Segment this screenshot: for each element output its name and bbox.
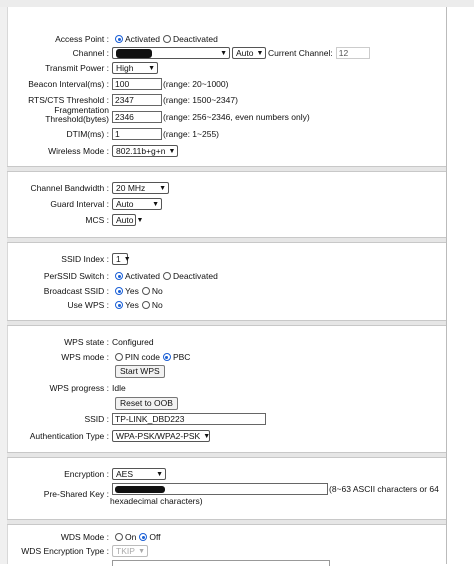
channel-region-select[interactable] (112, 47, 230, 59)
wps-progress-value: Idle (112, 383, 126, 393)
dtim-input[interactable]: 1 (112, 128, 162, 140)
per-ssid-deactivated-label: Deactivated (172, 271, 218, 281)
guard-interval-row (0, 197, 446, 211)
chevron-down-icon: ▼ (256, 49, 264, 57)
per-ssid-switch-label: PerSSID Switch : (43, 271, 109, 281)
transmit-power-row (0, 61, 446, 75)
channel-bandwidth-value: 20 MHz (116, 183, 146, 193)
right-scroll-area (446, 7, 474, 564)
fragmentation-label (45, 106, 109, 124)
mcs-value: Auto (116, 215, 134, 225)
wps-mode-label: WPS mode : (61, 352, 109, 362)
auth-type-value: WPA-PSK/WPA2-PSK (116, 431, 201, 441)
redacted-key (115, 486, 165, 493)
beacon-interval-input[interactable]: 100 (112, 78, 162, 90)
access-point-activated-label: Activated (125, 34, 160, 44)
fragmentation-label-line2: Threshold(bytes) (45, 114, 109, 124)
ssid-name-label: SSID : (84, 414, 109, 424)
transmit-power-label: Transmit Power : (45, 63, 109, 73)
encryption-row (0, 467, 446, 481)
beacon-interval-label: Beacon Interval(ms) : (28, 79, 109, 89)
section-divider (7, 237, 446, 243)
section-divider (7, 320, 446, 326)
rts-cts-input[interactable]: 2347 (112, 94, 162, 106)
chevron-down-icon: ▼ (138, 547, 145, 555)
access-point-activated-radio[interactable] (115, 35, 123, 43)
broadcast-ssid-yes-label: Yes (125, 286, 139, 296)
wps-mode-row (0, 350, 446, 364)
access-point-deactivated-label: Deactivated (172, 34, 218, 44)
use-wps-no-radio[interactable] (142, 301, 150, 309)
auth-type-select[interactable] (112, 430, 210, 442)
use-wps-row (0, 298, 446, 312)
wds-off-label: Off (149, 532, 161, 542)
start-wps-button[interactable]: Start WPS (115, 365, 165, 378)
wps-progress-row (0, 381, 446, 395)
guard-interval-label: Guard Interval : (50, 199, 109, 209)
guard-interval-select[interactable] (112, 198, 162, 210)
ssid-index-select[interactable] (112, 253, 131, 265)
guard-interval-value: Auto (116, 199, 134, 209)
chevron-down-icon: ▼ (152, 200, 159, 208)
channel-select[interactable] (232, 47, 266, 59)
chevron-down-icon: ▼ (168, 147, 176, 155)
channel-bandwidth-row (0, 181, 446, 195)
wps-pbc-label: PBC (172, 352, 191, 362)
ssid-index-row (0, 252, 446, 266)
wds-on-radio[interactable] (115, 533, 123, 541)
psk-note-line1: (8~63 ASCII characters or 64 (329, 484, 439, 494)
broadcast-ssid-row (0, 284, 446, 298)
psk-row (0, 483, 446, 506)
access-point-row (0, 32, 446, 46)
use-wps-yes-radio[interactable] (115, 301, 123, 309)
mcs-row (0, 213, 446, 227)
redacted-region (116, 49, 152, 58)
chevron-down-icon: ▼ (159, 184, 166, 192)
beacon-interval-range: (range: 20~1000) (163, 79, 229, 89)
broadcast-ssid-label: Broadcast SSID : (43, 286, 109, 296)
per-ssid-activated-label: Activated (125, 271, 160, 281)
channel-row (0, 46, 446, 60)
chevron-down-icon: ▼ (156, 470, 163, 478)
ssid-index-label: SSID Index : (61, 254, 109, 264)
psk-label: Pre-Shared Key : (43, 489, 109, 499)
channel-bandwidth-select[interactable] (112, 182, 169, 194)
wps-state-row (0, 335, 446, 349)
ssid-index-value: 1 (116, 254, 121, 264)
reset-to-oob-button[interactable]: Reset to OOB (115, 397, 178, 410)
wds-mode-row (0, 530, 446, 544)
wireless-mode-select[interactable] (112, 145, 178, 157)
wps-progress-label: WPS progress : (49, 383, 109, 393)
encryption-label: Encryption : (64, 469, 109, 479)
wps-pbc-radio[interactable] (163, 353, 171, 361)
fragmentation-input[interactable]: 2346 (112, 111, 162, 123)
auth-type-label: Authentication Type : (29, 431, 109, 441)
rts-cts-label: RTS/CTS Threshold : (28, 95, 109, 105)
ssid-name-row (0, 412, 446, 426)
wds-encryption-label: WDS Encryption Type : (21, 546, 109, 556)
fragmentation-label-line1: Fragmentation (54, 105, 109, 115)
dtim-row (0, 127, 446, 141)
wps-pin-label: PIN code (125, 352, 160, 362)
broadcast-ssid-no-label: No (151, 286, 163, 296)
auth-type-row (0, 429, 446, 443)
channel-label: Channel : (72, 48, 109, 58)
wps-start-row (0, 364, 446, 378)
ssid-name-input[interactable]: TP-LINK_DBD223 (112, 413, 266, 425)
section-divider (7, 452, 446, 458)
channel-select-value: Auto (236, 48, 254, 58)
use-wps-yes-label: Yes (125, 300, 139, 310)
mcs-label: MCS : (85, 215, 109, 225)
psk-note (329, 484, 439, 495)
current-channel-field: 12 (336, 47, 370, 59)
mcs-select[interactable] (112, 214, 144, 226)
chevron-down-icon: ▼ (220, 49, 227, 57)
encryption-value: AES (116, 469, 134, 479)
wireless-mode-row (0, 144, 446, 158)
beacon-interval-row (0, 77, 446, 91)
section-divider (7, 519, 446, 525)
psk-input[interactable] (112, 483, 328, 495)
dtim-range: (range: 1~255) (163, 129, 219, 139)
wps-reset-row (0, 396, 446, 410)
chevron-down-icon: ▼ (136, 216, 144, 224)
access-point-deactivated-radio[interactable] (163, 35, 171, 43)
section-divider (7, 166, 446, 172)
chevron-down-icon: ▼ (123, 255, 131, 263)
wps-state-value: Configured (112, 337, 154, 347)
fragmentation-range: (range: 256~2346, even numbers only) (163, 112, 310, 122)
per-ssid-activated-radio[interactable] (115, 272, 123, 280)
wds-encryption-select[interactable] (112, 545, 148, 557)
wds-on-label: On (125, 532, 137, 542)
channel-bandwidth-label: Channel Bandwidth : (30, 183, 109, 193)
wds-key-input-partial[interactable] (112, 560, 330, 566)
wds-mode-label: WDS Mode : (60, 532, 109, 542)
encryption-select[interactable] (112, 468, 166, 480)
current-channel-label: Current Channel: (268, 48, 333, 58)
fragmentation-row (0, 105, 446, 124)
transmit-power-value: High (116, 63, 134, 73)
rts-cts-range: (range: 1500~2347) (163, 95, 238, 105)
use-wps-no-label: No (151, 300, 163, 310)
access-point-label: Access Point : (55, 34, 109, 44)
wds-off-radio[interactable] (139, 533, 147, 541)
chevron-down-icon: ▼ (148, 64, 155, 72)
wps-pin-radio[interactable] (115, 353, 123, 361)
wireless-mode-value: 802.11b+g+n (116, 146, 166, 156)
broadcast-ssid-no-radio[interactable] (142, 287, 150, 295)
wps-state-label: WPS state : (64, 337, 109, 347)
wds-encryption-row (0, 544, 446, 558)
dtim-label: DTIM(ms) : (66, 129, 109, 139)
wireless-mode-label: Wireless Mode : (48, 146, 109, 156)
per-ssid-deactivated-radio[interactable] (163, 272, 171, 280)
chevron-down-icon: ▼ (203, 432, 211, 440)
transmit-power-select[interactable] (112, 62, 158, 74)
broadcast-ssid-yes-radio[interactable] (115, 287, 123, 295)
per-ssid-switch-row (0, 269, 446, 283)
wds-encryption-value: TKIP (116, 546, 135, 556)
psk-note-line2: hexadecimal characters) (110, 496, 203, 506)
top-bar (0, 0, 474, 7)
use-wps-label: Use WPS : (67, 300, 109, 310)
